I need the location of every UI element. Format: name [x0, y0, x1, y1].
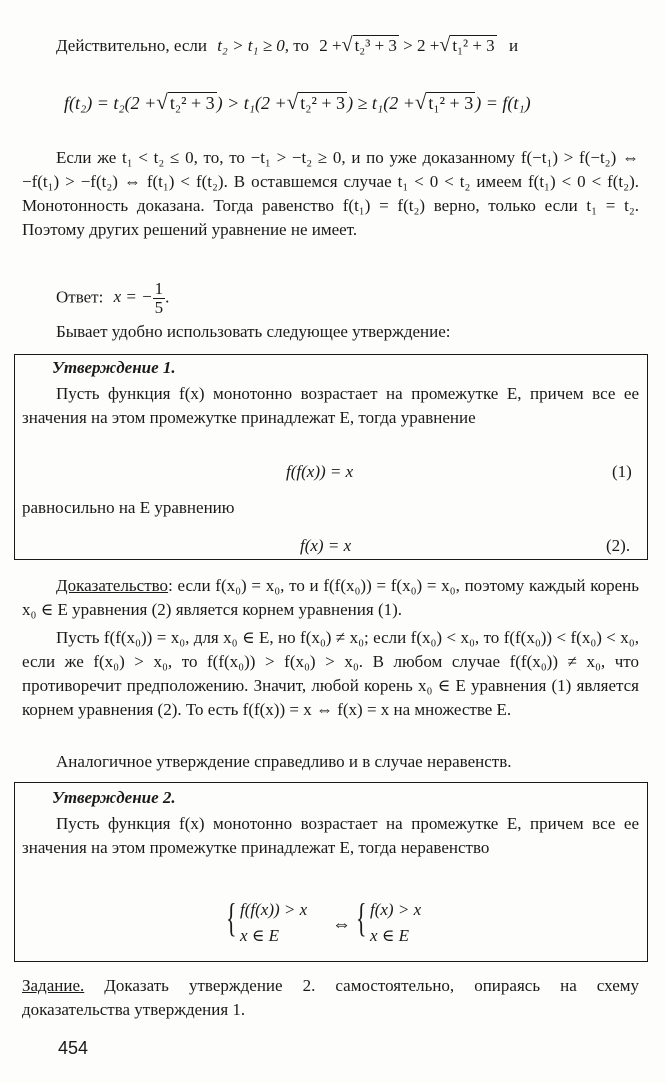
- task-label: Задание.: [22, 976, 85, 995]
- monotonicity-paragraph: Если же t₁ < t₂ ≤ 0, то, то −t₁ > −t₂ ≥ 0, и по уже доказанному f(−t₁) > f(−t₂) ⇔ −f(t₁) > −f(t₂) ⇔ f(t₁) < f(t₂). В оставшемся случае t₁ < 0 < t₂ имеем f(t₁) < 0 < f(t₂). Монотонность доказана. Тогда равенство f(t₁) = f(t₂) верно, только если t₁ = t₂. Поэтому других решений уравнение не имеет.: [22, 148, 639, 239]
- inequality-chain: f(t₂) = t₂(2 +√ t₂² + 3 ) > t₁(2 +√ t₂² + 3 ) ≥ t₁(2 +√ t₁² + 3 ) = f(t₁): [64, 90, 531, 114]
- statement-1-text: Пусть функция f(x) монотонно возрастает на промежутке E, причем все ее значения на этом промежутке принадлежат E, тогда уравнение: [22, 384, 639, 427]
- inequality-remark: Аналогичное утверждение справедливо и в случае неравенств.: [56, 752, 512, 771]
- task-text: Доказать утверждение 2. самостоятельно, опираясь на схему доказательства утверждения 1.: [22, 976, 639, 1019]
- equation-2-formula: f(x) = x: [300, 536, 352, 555]
- proof-paragraph-2: Пусть f(f(x₀)) = x₀, для x₀ ∈ E, но f(x₀) ≠ x₀; если f(x₀) < x₀, то f(f(x₀)) < f(x₀) < x₀, если же f(x₀) > x₀, то f(f(x₀)) > f(x₀) > x₀. В любом случае f(f(x₀)) ≠ x₀, что противоречит предположению. Значит, любой корень x₀ ∈ E уравнения (1) является корнем уравнения (2). То есть f(f(x)) = x ⇔ f(x) = x на множестве E.: [22, 628, 639, 719]
- chain-part-2: ) > t₁(2 +: [216, 93, 287, 113]
- intro-radical-2: t₁² + 3: [452, 36, 495, 55]
- equivalence-sign: ⇔: [332, 914, 351, 935]
- intro-end: и: [508, 36, 519, 55]
- system-2-brace: {: [356, 895, 367, 940]
- statement-1-title: Утверждение 1.: [52, 358, 176, 377]
- chain-part-1: f(t₂) = t₂(2 +: [64, 93, 157, 113]
- answer-label: Ответ:: [56, 287, 104, 307]
- proof-text-1: : если f(x₀) = x₀, то и f(f(x₀)) = f(x₀) = x₀, поэтому каждый корень x₀ ∈ E уравнения (2) является корнем уравнения (1).: [22, 576, 639, 619]
- chain-part-3: ) ≥ t₁(2 +: [347, 93, 415, 113]
- chain-radical-3: t₁² + 3: [428, 93, 474, 113]
- proof-label: Доказательство: [56, 576, 169, 595]
- chain-part-4: ) = f(t₁): [475, 93, 531, 113]
- answer-tail: .: [165, 287, 170, 307]
- equation-1: [286, 462, 353, 482]
- system-2-line-2: x ∈ E: [370, 926, 410, 945]
- task-paragraph: [22, 974, 639, 1022]
- system-2-line-1: f(x) > x: [370, 900, 422, 919]
- transition-paragraph: Бывает удобно использовать следующее утверждение:: [56, 322, 451, 341]
- intro-mid: , то: [284, 36, 309, 55]
- equation-1-formula: f(f(x)) = x: [286, 462, 354, 481]
- statement-2-text: Пусть функция f(x) монотонно возрастает на промежутке E, причем все ее значения на этом промежутке принадлежат E, тогда неравенство: [22, 814, 639, 857]
- intro-text: Действительно, если: [56, 36, 207, 55]
- intro-formula: t₂ > t₁ ≥ 0: [217, 36, 285, 55]
- chain-radical-2: t₂² + 3: [300, 93, 346, 113]
- intro-line: Действительно, если t₂ > t₁ ≥ 0, то 2 +√ t₂³ + 3 > 2 +√ t₁² + 3 и: [56, 34, 519, 56]
- system-1-brace: {: [226, 895, 237, 940]
- system-1-line-1: f(f(x)) > x: [240, 900, 308, 919]
- page-number: 454: [58, 1038, 89, 1058]
- answer-denominator: 5: [154, 298, 164, 317]
- answer-line: [56, 280, 169, 317]
- system-1-line-2: x ∈ E: [240, 926, 280, 945]
- statement-2-box: [14, 782, 648, 962]
- intro-formula2a: 2 +: [319, 36, 342, 55]
- answer-numerator: 1: [154, 279, 164, 298]
- equation-1-number: (1): [612, 462, 632, 481]
- answer-lhs: x = −: [113, 287, 153, 307]
- intro-formula2b: > 2 +: [403, 36, 440, 55]
- equation-2-number: (2).: [606, 536, 631, 555]
- proof-paragraph-1: [22, 574, 639, 622]
- equation-2: [300, 536, 351, 556]
- statement-1-mid: равносильно на E уравнению: [22, 498, 235, 517]
- chain-radical-1: t₂² + 3: [169, 93, 215, 113]
- intro-radical-1: t₂³ + 3: [354, 36, 397, 55]
- statement-2-title: Утверждение 2.: [52, 788, 176, 807]
- answer-fraction: [153, 280, 166, 317]
